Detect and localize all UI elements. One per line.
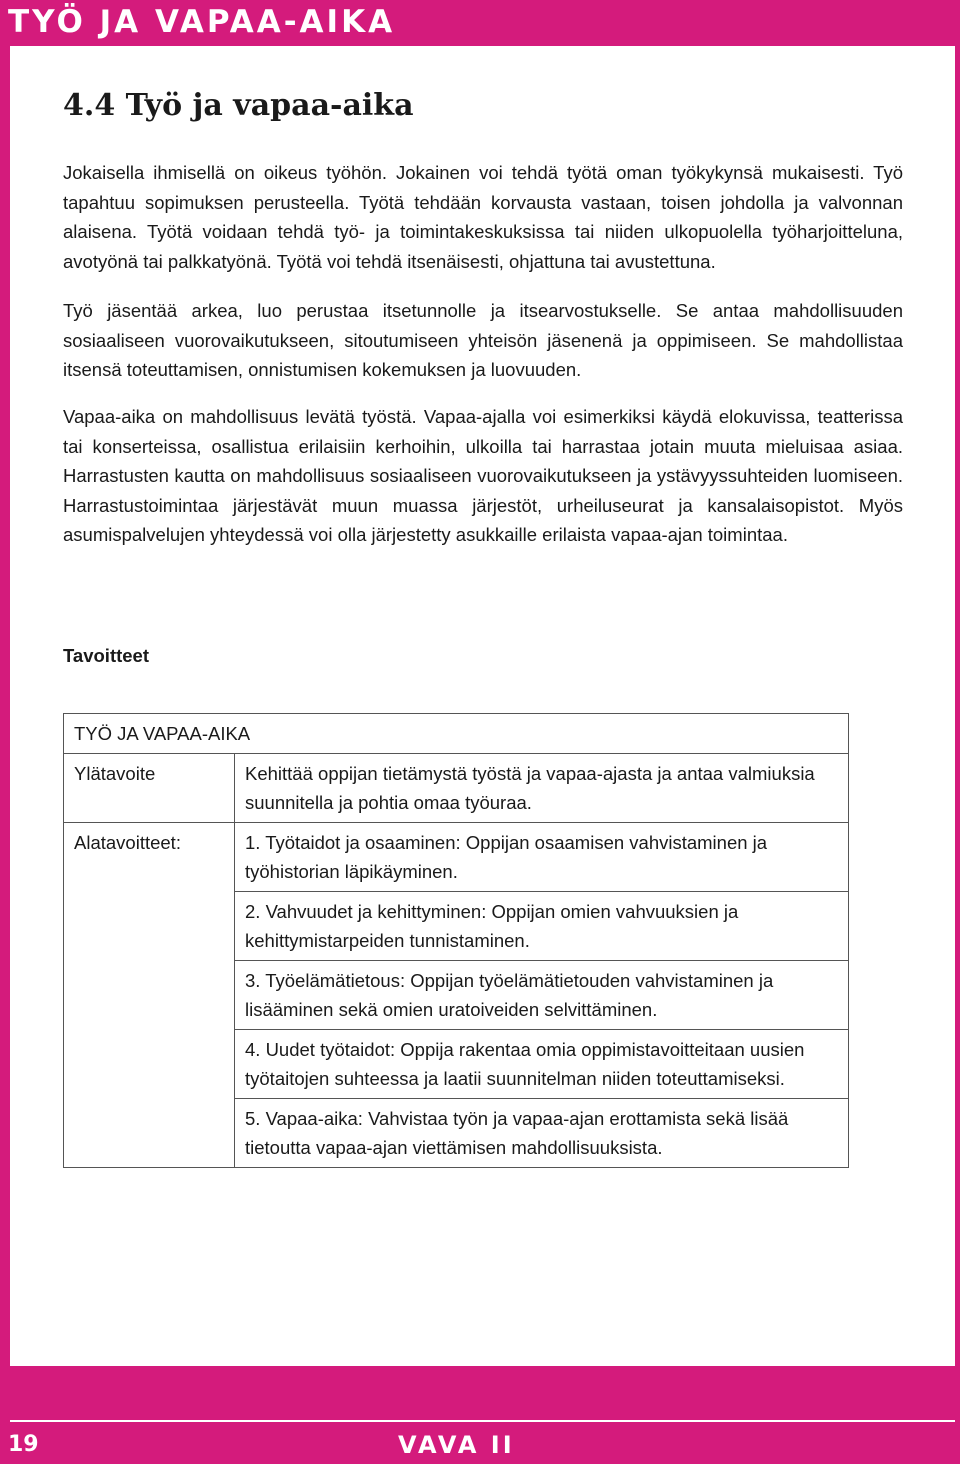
sub-goal-item: 2. Vahvuudet ja kehittyminen: Oppijan omien vahvuuksien ja kehittymistarpeiden tunnistaminen. xyxy=(235,891,849,960)
page-number: 19 xyxy=(8,1432,39,1457)
goals-table xyxy=(63,713,849,1168)
goals-table-title: TYÖ JA VAPAA-AIKA xyxy=(64,714,849,754)
main-goal-label: Ylätavoite xyxy=(64,753,235,822)
footer-divider xyxy=(10,1420,955,1422)
footer-brand: VAVA II xyxy=(398,1431,515,1459)
main-goal-text: Kehittää oppijan tietämystä työstä ja vapaa-ajasta ja antaa valmiuksia suunnitella ja pohtia omaa työuraa. xyxy=(235,753,849,822)
sub-goal-item: 1. Työtaidot ja osaaminen: Oppijan osaamisen vahvistaminen ja työhistorian läpikäyminen. xyxy=(235,822,849,891)
table-row xyxy=(64,714,849,754)
paragraph-leisure: Vapaa-aika on mahdollisuus levätä työstä. Vapaa-ajalla voi esimerkiksi käydä elokuvissa, teatterissa tai konserteissa, osallistua erilaisiin kerhoihin, ulkoilla tai harrastaa jotain muuta mieluisaa asiaa. Harrastusten kautta on mahdollisuus sosiaaliseen vuorovaikutukseen ja ystävyyssuhteiden luomiseen. Harrastustoimintaa järjestävät muun muassa järjestöt, urheiluseurat ja kansalaisopistot. Myös asumispalvelujen yhteydessä voi olla järjestetty asukkaille erilaista vapaa-ajan toimintaa. xyxy=(63,406,903,545)
sub-goals-label: Alatavoitteet: xyxy=(64,822,235,1167)
paragraph-work-meaning: Työ jäsentää arkea, luo perustaa itsetunnolle ja itsearvostukselle. Se antaa mahdollisuuden sosiaaliseen vuorovaikutukseen, sitoutumiseen yhteisön jäsenenä ja oppimiseen. Se mahdollistaa itsensä toteuttamisen, onnistumisen kokemuksen ja luovuuden. xyxy=(63,300,903,380)
paragraph-work-right: Jokaisella ihmisellä on oikeus työhön. Jokainen voi tehdä työtä oman työkykynsä mukaisesti. Työ tapahtuu sopimuksen perusteella. Työtä tehdään korvausta vastaan, toisen johdolla ja valvonnan alaisena. Työtä voidaan tehdä työ- ja toimintakeskuksissa tai niiden ulkopuolella työharjoittelunа, avotyönä tai palkkatyönä. Työtä voi tehdä itsenäisesti, ohjattuna tai avustettuna. xyxy=(63,162,903,272)
section-heading: 4.4 Työ ja vapaa-aika xyxy=(63,88,414,123)
table-row xyxy=(64,753,849,822)
sub-goal-item: 5. Vapaa-aika: Vahvistaa työn ja vapaa-ajan erottamista sekä lisää tietoutta vapaa-ajan viettämisen mahdollisuuksista. xyxy=(235,1098,849,1167)
table-row xyxy=(64,822,849,891)
goals-heading: Tavoitteet xyxy=(63,645,150,666)
page-content xyxy=(10,46,955,1366)
sub-goal-item: 4. Uudet työtaidot: Oppija rakentaa omia oppimistavoitteitaan uusien työtaitojen suhteessa ja laatii suunnitelman niiden toteuttamiseksi. xyxy=(235,1029,849,1098)
sub-goal-item: 3. Työelämätietous: Oppijan työelämätietouden vahvistaminen ja lisääminen sekä omien uratoiveiden selvittäminen. xyxy=(235,960,849,1029)
header-title: TYÖ JA VAPAA-AIKA xyxy=(8,4,396,40)
